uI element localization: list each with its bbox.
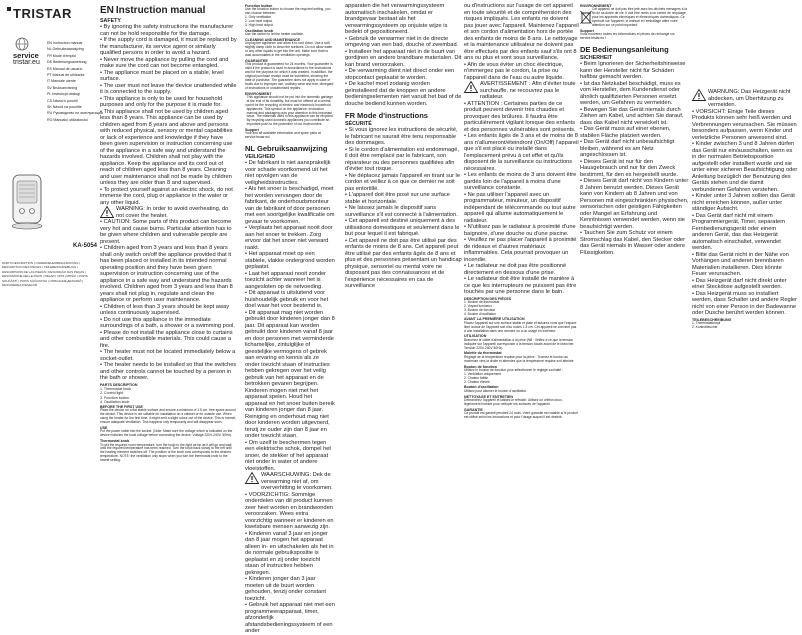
svg-text:TRISTAR: TRISTAR	[13, 6, 72, 21]
environment-heading: ENVIRONMENT	[245, 91, 272, 96]
cleaning-text: Unplug the appliance and allow it to cool down. Use a soft, slightly damp cloth to clean the surfaces. Do not allow water or any other liquids to get into the unit. Make sure that no dust accumulates in the ventilation openings.	[245, 41, 333, 58]
safety-heading-nl: VEILIGHEID	[245, 154, 276, 161]
bullet-item: • Das Gerät darf nicht unbeaufsichtigt bleiben, während es am Netz angeschlossen ist.	[580, 139, 675, 159]
bullet-item: • If the supply cord is damaged, it must be replaced by the manufacturer, its service agent or similarly qualified persons in order to avoid a hazard.	[100, 37, 237, 57]
safety-heading: SAFETY	[100, 18, 121, 24]
bullet-item: • Kinderen vanaf 3 jaar en jonger dan 8 jaar mogen het apparaat alleen in- en uitschakelen als het in de normale gebruikspositie is geplaatst en zij onder toezicht staan of instructies hebben gekregen.	[245, 530, 334, 576]
bullet-item: • Children of less than 3 years should be kept away unless continuously supervised.	[100, 303, 230, 317]
bullet-item: • Ne pas utiliser l'appareil avec un programmateur, minuteur, un dispositif indépendant de télécommande ou tout autre appareil qui allume automatiquement le radiateur.	[464, 191, 576, 224]
before-text-fr: Placez l'appareil sur une surface stable et plate et assurez-vous que l'espace libre autour de l'appareil soit d'au moins 1.5 cm. Cet appareil ne convient pas à une installation dans une armoire ou à un usage en extérieur.	[464, 320, 577, 333]
function-list-fr: Utilisez le bouton de fonction pour sélectionner le réglage souhaité : 1. Ventilation uniquement 2. Chaleur faible 3. Chaleur élevée	[464, 367, 563, 384]
bullet-item: • Das Gerät darf nicht mit einem Programmiergerät, Timer, separatem Fernbedienungsgerät oder einem anderen Gerät, das das Heizgerät automatisch einschaltet, verwendet werden.	[692, 212, 785, 251]
language-item: RU Руководство по эксплуатации	[47, 111, 103, 116]
thermostat-heading: Thermostat knob	[100, 439, 130, 444]
language-item: PL Instrukcja obsługi	[47, 92, 81, 97]
bullet-item: • Les enfants de moins de 3 ans doivent être gardés loin de l'appareil à moins d'une surveillance constante.	[464, 172, 577, 191]
before-text: Place the device on a flat stable surface and ensure a minimum of 1.5 cm. free space around the device. This device is not suitable for installation on a cabinet or for outside use. When using the heater for the first time, it might emit a slight odour out of the device. This is normal; ensure adequate ventilation. This happens only temporarily and will disappear soon.	[100, 408, 236, 425]
oscillation-heading-fr: Bouton d'oscillation	[464, 385, 499, 390]
heater-illustration	[7, 173, 47, 231]
bullet-item: • Please do not install the appliance close to curtains and other combustible materials. This could cause a fire.	[100, 329, 233, 349]
bullet-item: • Dit apparaat is uitsluitend voor huishoudelijk gebruik en voor het doel waar het voor bestemd is.	[245, 290, 329, 310]
section-title-de: DE Bedienungsanleitung	[580, 44, 669, 54]
bullet-item: • De verwarming dient niet direct onder een stopcontact geplaatst te worden.	[345, 68, 455, 81]
warning-note: WARNING: In order to avoid overheating, do not cover the heater.	[100, 206, 237, 219]
bullet-item: • The user must not leave the device unattended while it is connected to the supply.	[100, 82, 237, 96]
bullet-item: • Kinder unter 3 Jahren sollten das Gerät nicht erreichen können, außer unter ständiger Aufsicht.	[692, 193, 795, 212]
warning-icon	[100, 206, 114, 218]
warning-note-de: WARNUNG: Das Heizgerät nicht abdecken, um Überhitzung zu vermeiden.	[692, 89, 798, 109]
bullet-item: • VORSICHT: Einige Teile dieses Produkts können sehr heiß werden und Verbrennungen verursachen. Sie müssen besonders aufpassen, wenn Kinder und verletzliche Personen anwesend sind.	[692, 108, 797, 141]
use-heading-fr: UTILISATION	[464, 334, 487, 339]
parts-heading-fr: DESCRIPTION DES PIÈCES	[464, 296, 512, 301]
column-en	[100, 3, 237, 573]
language-item: SV Bruksanvisning	[47, 85, 78, 90]
bullet-item: • Si le cordon d'alimentation est endommagé, il doit être remplacé par le fabricant, son réparateur ou des personnes qualifiées afin d'éviter tout risque.	[345, 146, 460, 173]
column-de	[580, 3, 690, 573]
support-text-fr: Vous trouverez toutes les informations et pièces de rechange sur service.tristar.eu !	[580, 32, 675, 41]
bullet-item: • N'utilisez pas le radiateur à proximité d'une baignoire, d'une douche ou d'une piscine.	[464, 224, 576, 237]
support-text: Your find all available information and spare parts at service.tristar.eu!	[245, 131, 321, 140]
parts-fineprint: PARTS DESCRIPTION | ONDERDELENBESCHRIJVING | DESCRIPTION DES PIÈCES | TEILEBESCHREIBUNG | DESCRIPCIÓN DE LAS PIEZAS | DESCRIÇÃO DAS PEÇAS | DESCRIZIONE DELLE PARTI | DELAR | OPIS CZĘŚCI | POPIS SOUČÁSTÍ | POPIS SÚČIASTOK | ОПИСАНИЕ ДЕТАЛЕЙ | DESCRIEREA PIESELOR	[2, 261, 88, 288]
bullet-item: • To protect yourself against an electric shock, do not immerse the cord, plug or appliance in the water or any other liquid.	[100, 186, 233, 206]
bullet-item: • Le radiateur doit être installé de manière à ce que les interrupteurs ne puissent pas être touchés par une personne dans le bain.	[464, 276, 577, 295]
bullet-item: • Veuillez ne pas placer l'appareil à proximité de rideaux et d'autres matériaux inflammables. Cela pourrait provoquer un incendie.	[464, 237, 577, 263]
warning-icon	[245, 472, 259, 484]
bullet-item: • Children aged from 3 years and less than 8 years shall only switch on/off the appliance provided that it has been placed or installed in its intended normal operating position and they have been given supervision or instruction concerning use of the appliance in a safe way and understand the hazards involved. Children aged from 3 years and less than 8 years shall not plug in, regulate and clean the appliance or perform user maintenance.	[100, 245, 233, 304]
environment-heading-fr: ENVIRONNEMENT	[580, 4, 612, 8]
before-heading: BEFORE THE FIRST USE	[100, 405, 143, 410]
bullet-item: • Kinder zwischen 3 und 8 Jahren dürfen das Gerät nur ein/ausschalten, wenn es in der normalen Betriebsposition aufgestellt oder installiert wurde und sie unter einer sicheren Beaufsichtigung oder Anleitung bezüglich der Benutzung des Geräts stehen und die damit verbundenen Gefahren verstehen.	[692, 141, 798, 193]
oscillation-heading: Oscillation knob	[245, 28, 273, 33]
bullet-item: • Installeer het apparaat niet in de buurt van gordijnen en andere brandbare materialen. Dit kan brand veroorzaken.	[345, 48, 462, 68]
bullet-item: • This appliance shall not be used by children aged less than 8 years. This appliance can be used by children aged from 8 years and above and persons with reduced physical, sensory or mental capabilities or lack of experience and knowledge if they have been given supervision or instruction concerning use of the appliance in a safe way and understand the hazards involved. Children shall not play with the appliance. Keep the appliance and its cord out of reach of children aged less than 8 years. Cleaning and user maintenance shall not be made by children unless they are older than 8 and supervised.	[100, 108, 233, 187]
safety-text-nl-2	[245, 492, 335, 635]
bullet-item: • This appliance is only to be used for household purposes and only for the purpose it is made for.	[100, 95, 223, 109]
safety-text-nl	[245, 160, 335, 472]
model-number: KA-5054	[73, 243, 98, 249]
recycle-bin-icon	[580, 10, 592, 24]
function-list: Use the function button to choose the required setting, you can choose between: 1. Only ventilation 2. Low heat output 3. High heat output	[245, 7, 331, 27]
bullet-item: • Ne déplacez jamais l'appareil en tirant sur le cordon et veillez à ce que ce dernier ne soit pas entortillé.	[345, 172, 460, 192]
bullet-item: • Les enfants âgés de 3 ans et de moins de 8 ans n'allumeront/éteindront (On/Off) l'appareil que s'il est placé ou installé dans l'emplacement prévu à cet effet et qu'ils disposent de la surveillance ou instructions nécessaires.	[464, 133, 579, 172]
bullet-item: • The heater needs to be installed so that the switches and other controls cannot be touched by a person in the bath or shower.	[100, 362, 237, 382]
bullet-item: • Als het snoer is beschadigd, moet het worden vervangen door de fabrikant, de onderhoudsmonteur van de fabrikant of door personen met een soortgelijke kwalificatie om gevaar te voorkomen.	[245, 186, 335, 225]
bullet-item: • Bitte das Gerät nicht in der Nähe von Vorhängen und anderen brennbaren Materialien installieren. Dies könnte Feuer verursachen.	[692, 251, 789, 277]
language-item: CS Návod k použití	[47, 98, 78, 103]
language-item: FR Mode d'emploi	[47, 53, 77, 58]
guarantee-text-fr: Ce produit est garanti pendant 24 mois. Votre garantie est valable si le produit est utilisé selon les instructions et pour l'usage auquel il est destiné.	[464, 411, 578, 419]
fr-items-2	[464, 101, 579, 296]
language-item: PT Manual de utilizador	[47, 73, 85, 78]
function-heading: Function button	[245, 4, 273, 8]
language-list	[47, 40, 103, 123]
bullet-item: • Dieses Gerät ist nur für den Hausgebrauch und nur für den Zweck bestimmt, für den es hergestellt wurde.	[580, 158, 678, 178]
language-item: SK Návod na použitie	[47, 105, 82, 110]
safety-heading-de: SICHERHEIT	[580, 54, 613, 61]
bullet-item: • Dit apparaat mag niet worden gebruikt door kinderen jonger dan 8 jaar. Dit apparaat kan worden gebruikt door kinderen vanaf 8 jaar en door personen met verminderde lichamelijke, zintuiglijke of geestelijke vermogens of gebrek aan ervaring en kennis als ze onder toezicht staan of instructies hebben gekregen over het veilig gebruik van het apparaat en de betrokken gevaren begrijpen. Kinderen mogen niet met het apparaat spelen. Houd het apparaat en het snoer buiten bereik van kinderen jonger dan 8 jaar. Reiniging en onderhoud mag niet door kinderen worden uitgevoerd, tenzij ze ouder zijn dan 8 jaar en onder toezicht staan.	[245, 309, 335, 440]
column-nl-fr	[345, 3, 462, 573]
parts-list: 1. Thermostat knob 2. Control light 3. Function button 4. Oscillation knob	[100, 387, 131, 404]
warning-icon	[692, 89, 706, 101]
use-text-fr: Branchez le câble d'alimentation à la prise (NB : Veillez à ce que la tension indiquée sur l'appareil corresponde à la tension locale avant de le brancher. Tension 220V-240V 50Hz).	[464, 337, 575, 350]
guarantee-text: This product is guaranteed for 24 months. Your guarantee is valid if the product is used in accordance to the instructions and for the purpose for which it was created. In addition, the original purchase receipt must be submitted, showing the date of purchase. The guarantee does not apply in case of faults due to improper use, ordinary wear and tear, disregard of instructions or unauthorised repairs.	[245, 62, 334, 90]
fr-lead: ou d'instructions sur l'usage de cet appareil en toute sécurité et de compréhension des risques impliqués. Les enfants ne doivent pas jouer avec l'appareil. Maintenez l'appareil et son cordon d'alimentation hors de portée des enfants de moins de 8 ans. Le nettoyage et la maintenance utilisateur ne doivent pas être effectués par des enfants sauf s'ils ont 8 ans ou plus et sont sous surveillance.	[464, 3, 579, 61]
bullet-item: • Dieses Gerät darf nicht von Kindern unter 8 Jahren benutzt werden. Dieses Gerät kann von Kindern ab 8 Jahren und von Personen mit eingeschränkten physischen, sensorischen oder geistigen Fähigkeiten oder Mangel an Erfahrung und Kenntnissen verwendet werden, wenn sie beaufsichtigt werden.	[580, 178, 689, 230]
bullet-item: • Om uzelf te beschermen tegen een elektrische schok, dompel het snoer, de stekker of het apparaat niet onder in water of andere vloeistoffen.	[245, 439, 331, 472]
guarantee-heading-fr: GARANTIE	[464, 407, 483, 412]
cleaning-heading: CLEANING AND MAINTENANCE	[245, 38, 300, 43]
bullet-item: • Cet appareil est destiné uniquement à des utilisations domestiques et seulement dans le but pour lequel il est fabriqué.	[345, 218, 460, 238]
bullet-item: • Das Heizgerät muss so installiert werden, dass Schalter und andere Regler nicht von einer Person in der Badewanne oder Dusche berührt werden können.	[692, 290, 797, 316]
bullet-item: • De fabrikant is niet aansprakelijk voor schade voortkomend uit het niet opvolgen van de veiligheidsinstructies.	[245, 160, 331, 186]
parts-list-fr: 1. Bouton de thermostat 2. Voyant lumineux 3. Bouton de fonction 4. Bouton d'oscillation	[464, 299, 500, 316]
bullet-item: • VOORZICHTIG: Sommige onderdelen van dit product kunnen zeer heet worden en brandwonden veroorzaken. Wees extra voorzichtig wanneer er kinderen en kwetsbare mensen aanwezig zijn.	[245, 491, 334, 531]
bullet-item: • Cet appareil ne doit pas être utilisé par des enfants de moins de 8 ans. Cet appareil peut être utilisé par des enfants âgés de 8 ans et plus et des personnes présentant un handicap physique, sensoriel ou mental voire ne disposant pas des connaissances et de l'expérience nécessaires en cas de surveillance	[345, 237, 462, 290]
use-heading: USE	[100, 426, 108, 431]
support-heading: Support	[245, 128, 259, 133]
bullet-item: • Kinderen jonger dan 3 jaar moeten uit de buurt worden gehouden, tenzij onder constant toezicht.	[245, 576, 326, 602]
parts-heading-de: TEILEBESCHREIBUNG	[692, 317, 732, 322]
bullet-item: • By ignoring the safety instructions the manufacturer can not be hold responsible for the damage.	[100, 24, 234, 37]
function-heading-fr: Bouton de fonction	[464, 364, 497, 369]
language-item: NL Gebruiksaanwijzing	[47, 47, 84, 52]
bullet-item: • Gebruik het apparaat niet met een programmeerapparaat, timer, afzonderlijk afstandsbedieningssysteem of een ander	[245, 602, 335, 635]
bullet-item: • Tauchen Sie zum Schutz vor einem Stromschlag das Kabel, den Stecker oder das Gerät niemals in Wasser oder andere Flüssigkeiten.	[580, 230, 686, 256]
cleaning-heading-fr: NETTOYAGE ET ENTRETIEN	[464, 394, 513, 399]
section-title-fr: FR Mode d'instructions	[345, 111, 428, 120]
support-heading-fr: Support	[580, 28, 594, 33]
bullet-item: • Gebruik de verwarmer niet in de directe omgeving van een bad, douche of zwembad.	[345, 35, 459, 48]
warning-icon	[464, 81, 478, 93]
bullet-item: • Het apparaat moet op een stabiele, vlakke ondergrond worden geplaatst.	[245, 251, 335, 271]
fr-items	[464, 62, 579, 82]
section-title-en: EN Instruction manual	[100, 5, 206, 16]
parts-list-de: 1. Thermostatknopf 2. Kontrollleuchte	[692, 320, 721, 329]
language-item: RO Manualul utilizatorului	[47, 117, 88, 122]
warning-note-nl: WAARSCHUWING: Dek de verwarming niet af, om oververhitting te voorkomen.	[245, 472, 335, 492]
bullet-item: • ATTENTION : Certaines parties de ce produit peuvent devenir très chaudes et provoquer des brûlures. Il faudra être particulièrement vigilant lorsque des enfants et des personnes vulnérables sont présents.	[464, 100, 576, 133]
bullet-item: • Das Heizgerät darf nicht direkt unter einer Steckdose aufgestellt werden.	[692, 277, 787, 290]
bullet-item: • Bewegen Sie das Gerät niemals durch Ziehen am Kabel, und achten Sie darauf, dass das Kabel nicht verwickelt ist.	[580, 106, 684, 126]
thermostat-text-fr: Réglage de la température requise pour la pièce : Tournez le bouton au maximum vers la droite et attendez que la température requise soit atteinte.	[464, 354, 575, 363]
bullet-item: • Si vous ignorez les instructions de sécurité, le fabricant ne saurait être tenu responsable des dommages.	[345, 127, 458, 147]
language-item: ES Manual de usuario	[47, 66, 83, 71]
language-item: IT Manuale utente	[47, 79, 76, 84]
bullet-item: • Verplaats het apparaat nooit door aan het snoer te trekken. Zorg ervoor dat het snoer niet verward raakt.	[245, 225, 333, 251]
safety-text-de	[580, 61, 690, 256]
column-de-continued	[692, 3, 798, 573]
bullet-item: • Le radiateur ne doit pas être positionné directement en dessous d'une prise.	[464, 263, 567, 276]
before-heading-fr: AVANT LA PREMIÈRE UTILISATION	[464, 317, 525, 322]
parts-heading: PARTS DESCRIPTION	[100, 382, 138, 387]
nl-items	[345, 36, 462, 108]
bullet-item: • Ne laissez jamais le dispositif sans surveillance s'il est connecté à l'alimentation.	[345, 205, 458, 218]
use-text: Put the power cable into the socket. (Note: Make sure the voltage which is indicated on the device matches the local voltage before connecting the device. Voltage 220V-240V, 50Hz).	[100, 429, 233, 438]
guarantee-heading: GUARANTEE	[245, 58, 268, 63]
bullet-item: • Laat het apparaat nooit zonder toezicht achter wanneer het is aangesloten op de netvoeding.	[245, 270, 327, 290]
column-en-continued	[245, 3, 335, 635]
safety-text	[100, 24, 237, 206]
warning-note-fr: AVERTISSEMENT : Afin d'éviter toute surchauffe, ne recouvrez pas le radiateur.	[464, 81, 579, 101]
bullet-item: • Ist das Netzkabel beschädigt, muss es vom Hersteller, dem Kundendienst oder ähnlich qualifizierten Personen ersetzt werden, um Gefahren zu vermeiden.	[580, 80, 681, 107]
bullet-item: • Das Gerät muss auf einer ebenen, stabilen Fläche platziert werden.	[580, 126, 671, 139]
oscillation-text-fr: Utilisez pour allumer le bouton d'oscillation.	[464, 388, 528, 393]
bullet-item: • Beim Ignorieren der Sicherheitshinweise kann der Hersteller nicht für Schäden haftbar gemacht werden.	[580, 61, 686, 81]
safety-text-2	[100, 219, 237, 382]
language-item: DE Bedienungsanleitung	[47, 60, 87, 65]
language-item: EN Instruction manual	[47, 41, 83, 45]
cover-panel	[0, 0, 103, 575]
thermostat-heading-fr: Molette du thermostat	[464, 351, 502, 356]
service-globe-icon	[11, 37, 33, 51]
oscillation-text: Use the switch to let the heater oscillate.	[245, 32, 305, 37]
environment-text: This appliance should not be put into the domestic garbage at the end of its durability, but must be offered at a central point for the recycling of electric and electronic household appliances. This symbol on the appliance, instruction manual and packaging puts your attention to this important issue. The materials used in this appliance can be recycled. By recycling used domestic appliances you contribute an important push to the protection of our environment.	[246, 94, 334, 127]
nl-continued: apparaten die het verwarmingssysteem automatisch inschakelen, omdat er brandgevaar bestaat als het verwarmingssysteem op onjuiste wijze is bedekt of gepositioneerd.	[345, 3, 448, 35]
column-fr-continued	[464, 3, 579, 573]
bullet-item: • Do not use this appliance in the immediate surroundings of a bath, a shower or a swimming pool.	[100, 316, 235, 330]
bullet-item: • The heater must not be located immediately below a socket-outlet.	[100, 349, 236, 362]
environment-text-fr: Cet appareil ne doit pas être jeté avec les déchets ménagers à la fin de sa durée de vie. Il doit être remis à un centre de recyclage pour les appareils électriques et électroniques domestiques. Ce symbole sur l'appareil, le manuel et l'emballage attire votre attention sur ce point important.	[580, 8, 690, 28]
safety-text-fr	[345, 127, 462, 290]
bullet-item: • Never move the appliance by pulling the cord and make sure the cord can not become entangled.	[100, 56, 229, 70]
bullet-item: • Afin de vous éviter un choc électrique, n'immergez pas le cordon, la prise ou l'appareil dans de l'eau ou autre liquide.	[464, 61, 564, 81]
thermostat-text: To set the required room temperature, turn the knob to the right as far as it will go and wait until the required temperature has been reached. Turn the knob back slowly to the left until the heating element switches off. The position of the knob now corresponds to the desired temperature. NOTE: the ventilation only stops when you turn the thermostat knob to the lowest setting.	[100, 442, 232, 463]
bullet-item: • The appliance must be placed on a stable, level surface.	[100, 69, 224, 83]
tristar-logo	[7, 6, 72, 21]
section-title-nl: NL Gebruiksaanwijzing	[245, 144, 328, 154]
safety-heading-fr: SÉCURITÉ	[345, 121, 372, 127]
bullet-item: • De kachel moet zodanig worden geïnstalleerd dat de knoppen en andere bedieningselementen niet vanuit het bad of de douche bediend kunnen worden.	[345, 81, 462, 107]
service-link[interactable]: service tristar.eu	[13, 51, 40, 66]
safety-text-de-2	[692, 109, 798, 317]
cleaning-text-fr: Débranchez l'appareil et laissez-le refroidir. Utilisez un chiffon doux, légèrement humide pour nettoyer les surfaces de l'appareil.	[464, 397, 563, 406]
bullet-item: • L'appareil doit être posé sur une surface stable et horizontale.	[345, 192, 450, 205]
bullet-item: • CAUTION: Some parts of this product can become very hot and cause burns. Particular attention has to be given where children and vulnerable people are present.	[100, 219, 232, 245]
